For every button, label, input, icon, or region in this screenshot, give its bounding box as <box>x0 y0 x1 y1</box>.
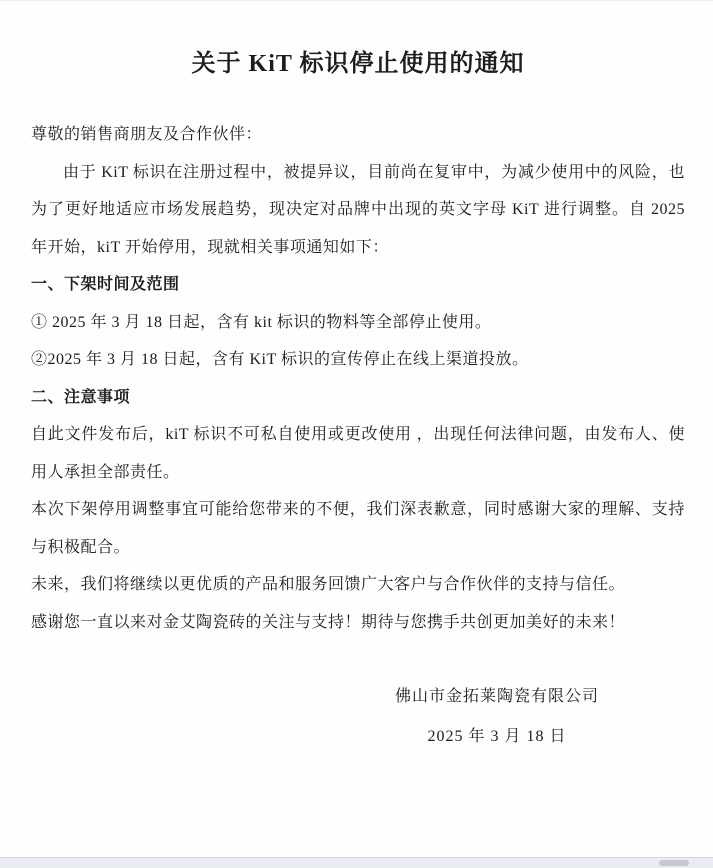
scrollbar-thumb[interactable] <box>659 860 689 866</box>
horizontal-scrollbar[interactable] <box>0 857 713 868</box>
section2-paragraph-3: 未来，我们将继续以更优质的产品和服务回馈广大客户与合作伙伴的支持与信任。 <box>31 576 626 593</box>
signature-date: 2025 年 3 月 18 日 <box>427 728 567 745</box>
signature-company: 佛山市金拓莱陶瓷有限公司 <box>394 688 599 705</box>
document-title: 关于 KiT 标识停止使用的通知 <box>191 51 525 77</box>
document-content <box>0 1 713 757</box>
intro-paragraph: 由于 KiT 标识在注册过程中，被提异议，目前尚在复审中，为减少使用中的风险，也为了更好地适应市场发展趋势，现决定对品牌中出现的英文字母 KiT 进行调整。自 2025 年开始，kiT 开始停用，现就相关事项通知如下： <box>31 163 685 256</box>
signature-block <box>342 677 652 757</box>
section1-item-2: ②2025 年 3 月 18 日起，含有 KiT 标识的宣传停止在线上渠道投放。 <box>31 351 529 368</box>
section2-heading: 二、注意事项 <box>31 388 131 406</box>
section2-paragraph-1: 自此文件发布后，kiT 标识不可私自使用或更改使用 ，出现任何法律问题，由发布人、使用人承担全部责任。 <box>31 426 685 481</box>
salutation: 尊敬的销售商朋友及合作伙伴： <box>31 126 263 143</box>
section1-heading: 一、下架时间及范围 <box>31 276 180 293</box>
section2-paragraph-2: 本次下架停用调整事宜可能给您带来的不便，我们深表歉意，同时感谢大家的理解、支持与积极配合。 <box>31 501 685 556</box>
section2-paragraph-4: 感谢您一直以来对金艾陶瓷砖的关注与支持！期待与您携手共创更加美好的未来！ <box>31 613 626 631</box>
section1-item-1: ① 2025 年 3 月 18 日起，含有 kit 标识的物料等全部停止使用。 <box>31 313 492 331</box>
